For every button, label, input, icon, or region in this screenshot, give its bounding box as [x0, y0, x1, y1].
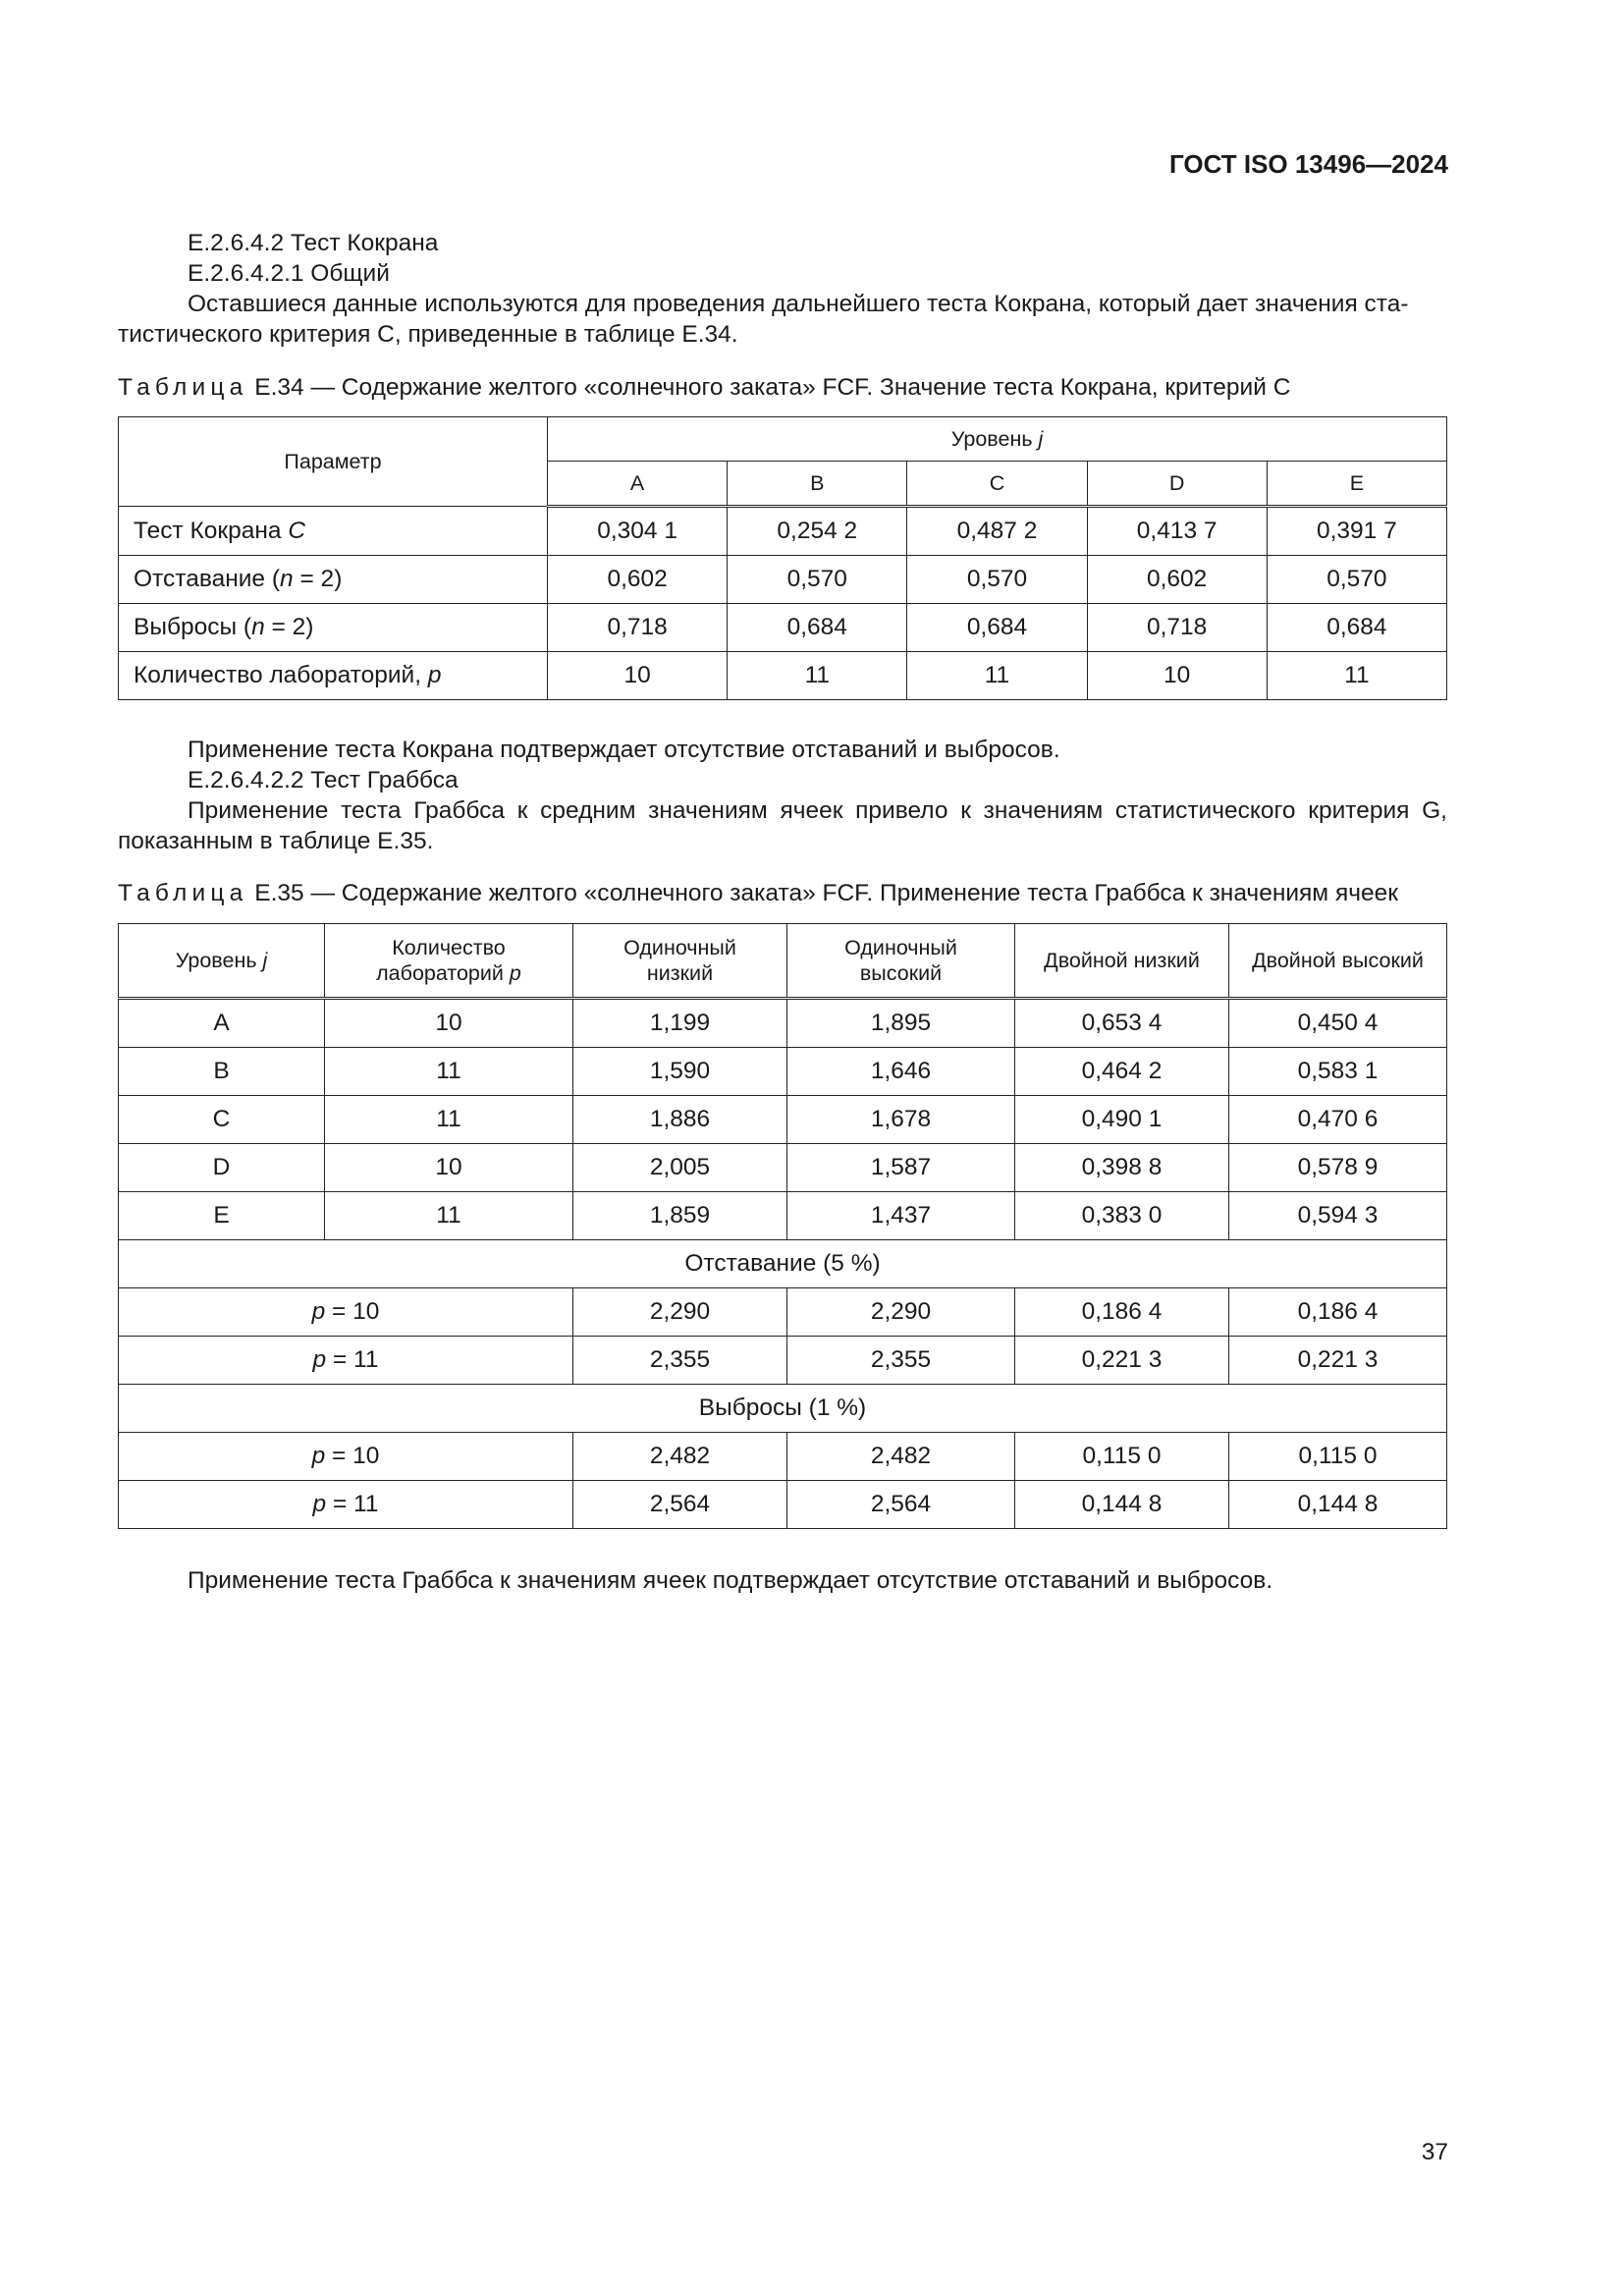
- table-cochran: [118, 416, 1447, 700]
- table-row: [119, 1144, 1447, 1192]
- section-row: [119, 1385, 1447, 1433]
- cell: 11: [325, 1192, 573, 1240]
- cell: 0,602: [548, 556, 728, 604]
- cell: 0,594 3: [1229, 1192, 1447, 1240]
- cell: 0,487 2: [907, 507, 1087, 556]
- cell: 1,587: [787, 1144, 1015, 1192]
- cell: 0,383 0: [1015, 1192, 1229, 1240]
- heading-grubbs-test: E.2.6.4.2.2 Тест Граббса: [188, 767, 459, 793]
- paragraph-line: Оставшиеся данные используются для проведения дальнейшего теста Кокрана, который дает значения ста-: [188, 291, 1409, 317]
- cell: 0,221 3: [1015, 1337, 1229, 1385]
- table-row: [119, 1048, 1447, 1096]
- header-lab-count: Количество лабораторий p: [325, 924, 573, 999]
- table-row: [119, 1337, 1447, 1385]
- header-parameter: Параметр: [119, 417, 548, 507]
- cell: 0,304 1: [548, 507, 728, 556]
- cell: 0,684: [728, 604, 907, 652]
- paragraph-grubbs-result: Применение теста Граббса к значениям ячеек подтверждает отсутствие отставаний и выбросов.: [188, 1567, 1273, 1594]
- cell: 0,450 4: [1229, 999, 1447, 1048]
- cell: 0,470 6: [1229, 1096, 1447, 1144]
- section-cochran-intro: [118, 228, 1447, 350]
- caption-label: Таблица: [118, 374, 248, 401]
- header-level-c: C: [907, 462, 1087, 507]
- section-grubbs-intro: [118, 735, 1447, 856]
- caption-text: E.35 — Содержание желтого «солнечного заката» FCF. Применение теста Граббса к значениям ячеек: [254, 880, 1398, 906]
- paragraph-cochran-result: Применение теста Кокрана подтверждает отсутствие отставаний и выбросов.: [188, 737, 1060, 763]
- cell: 0,464 2: [1015, 1048, 1229, 1096]
- row-label: Тест Кокрана C: [119, 507, 548, 556]
- header-level-b: B: [728, 462, 907, 507]
- cell: 1,199: [573, 999, 787, 1048]
- cell: 0,602: [1087, 556, 1267, 604]
- cell: 1,437: [787, 1192, 1015, 1240]
- cell: 11: [1267, 652, 1446, 700]
- cell: A: [119, 999, 325, 1048]
- row-label: p = 11: [119, 1337, 573, 1385]
- table-grubbs: [118, 923, 1447, 1529]
- header-double-low: Двойной низкий: [1015, 924, 1229, 999]
- cell: 0,186 4: [1015, 1288, 1229, 1337]
- section-row: [119, 1240, 1447, 1288]
- cell: 1,895: [787, 999, 1015, 1048]
- cell: 0,144 8: [1229, 1481, 1447, 1529]
- cell: 0,570: [907, 556, 1087, 604]
- cell: 2,564: [573, 1481, 787, 1529]
- header-level: Уровень j: [119, 924, 325, 999]
- cell: 1,646: [787, 1048, 1015, 1096]
- cell: 1,590: [573, 1048, 787, 1096]
- cell: 0,718: [548, 604, 728, 652]
- header-level-e: E: [1267, 462, 1446, 507]
- straggler-section-title: Отставание (5 %): [119, 1240, 1447, 1288]
- cell: 2,564: [787, 1481, 1015, 1529]
- table-row: [119, 1096, 1447, 1144]
- cell: 0,398 8: [1015, 1144, 1229, 1192]
- cell: 0,186 4: [1229, 1288, 1447, 1337]
- cell: 1,886: [573, 1096, 787, 1144]
- cell: 0,653 4: [1015, 999, 1229, 1048]
- caption-text: E.34 — Содержание желтого «солнечного заката» FCF. Значение теста Кокрана, критерий С: [254, 374, 1291, 401]
- table-34-caption: [118, 374, 1492, 402]
- cell: D: [119, 1144, 325, 1192]
- header-level-a: A: [548, 462, 728, 507]
- cell: 11: [325, 1048, 573, 1096]
- paragraph-line: Применение теста Граббса к средним значениям ячеек привело к значениям статистического критерия G,: [188, 797, 1447, 824]
- cell: 0,254 2: [728, 507, 907, 556]
- caption-label: Таблица: [118, 880, 248, 906]
- row-label: Отставание (n = 2): [119, 556, 548, 604]
- table-35-caption: [118, 880, 1492, 907]
- table-row: [119, 507, 1447, 556]
- cell: 0,684: [907, 604, 1087, 652]
- cell: 2,290: [787, 1288, 1015, 1337]
- cell: E: [119, 1192, 325, 1240]
- cell: C: [119, 1096, 325, 1144]
- cell: 0,144 8: [1015, 1481, 1229, 1529]
- cell: 0,221 3: [1229, 1337, 1447, 1385]
- cell: 0,583 1: [1229, 1048, 1447, 1096]
- cell: 0,578 9: [1229, 1144, 1447, 1192]
- cell: 2,355: [573, 1337, 787, 1385]
- cell: 10: [1087, 652, 1267, 700]
- table-row: [119, 556, 1447, 604]
- standard-code: ГОСТ ISO 13496—2024: [1168, 149, 1448, 179]
- table-row: [119, 1192, 1447, 1240]
- cell: 0,115 0: [1015, 1433, 1229, 1481]
- table-row: [119, 999, 1447, 1048]
- paragraph-line: показанным в таблице E.35.: [118, 828, 434, 854]
- heading-general: E.2.6.4.2.1 Общий: [188, 260, 390, 287]
- row-label: Количество лабораторий, p: [119, 652, 548, 700]
- cell: 0,490 1: [1015, 1096, 1229, 1144]
- row-label: p = 10: [119, 1288, 573, 1337]
- heading-cochran-test: E.2.6.4.2 Тест Кокрана: [188, 230, 439, 256]
- cell: 1,678: [787, 1096, 1015, 1144]
- cell: 0,570: [1267, 556, 1446, 604]
- outlier-section-title: Выбросы (1 %): [119, 1385, 1447, 1433]
- cell: 0,684: [1267, 604, 1446, 652]
- cell: 11: [728, 652, 907, 700]
- cell: 11: [325, 1096, 573, 1144]
- cell: 2,005: [573, 1144, 787, 1192]
- header-single-low: Одиночный низкий: [573, 924, 787, 999]
- cell: 11: [907, 652, 1087, 700]
- closing-section: [118, 1565, 1447, 1596]
- header-level: Уровень j: [548, 417, 1447, 462]
- table-row: [119, 604, 1447, 652]
- table-row: [119, 1433, 1447, 1481]
- cell: 0,570: [728, 556, 907, 604]
- cell: 10: [548, 652, 728, 700]
- cell: 0,115 0: [1229, 1433, 1447, 1481]
- cell: 0,718: [1087, 604, 1267, 652]
- cell: B: [119, 1048, 325, 1096]
- table-row: [119, 652, 1447, 700]
- table-row: [119, 1288, 1447, 1337]
- cell: 2,290: [573, 1288, 787, 1337]
- header-single-high: Одиночный высокий: [787, 924, 1015, 999]
- cell: 2,482: [573, 1433, 787, 1481]
- cell: 10: [325, 1144, 573, 1192]
- row-label: Выбросы (n = 2): [119, 604, 548, 652]
- header-double-high: Двойной высокий: [1229, 924, 1447, 999]
- row-label: p = 10: [119, 1433, 573, 1481]
- cell: 0,413 7: [1087, 507, 1267, 556]
- cell: 1,859: [573, 1192, 787, 1240]
- cell: 2,482: [787, 1433, 1015, 1481]
- cell: 10: [325, 999, 573, 1048]
- paragraph-line: тистического критерия С, приведенные в таблице E.34.: [118, 321, 738, 348]
- table-row: [119, 1481, 1447, 1529]
- header-level-d: D: [1087, 462, 1267, 507]
- page-number: 37: [1421, 2139, 1448, 2165]
- row-label: p = 11: [119, 1481, 573, 1529]
- cell: 2,355: [787, 1337, 1015, 1385]
- cell: 0,391 7: [1267, 507, 1446, 556]
